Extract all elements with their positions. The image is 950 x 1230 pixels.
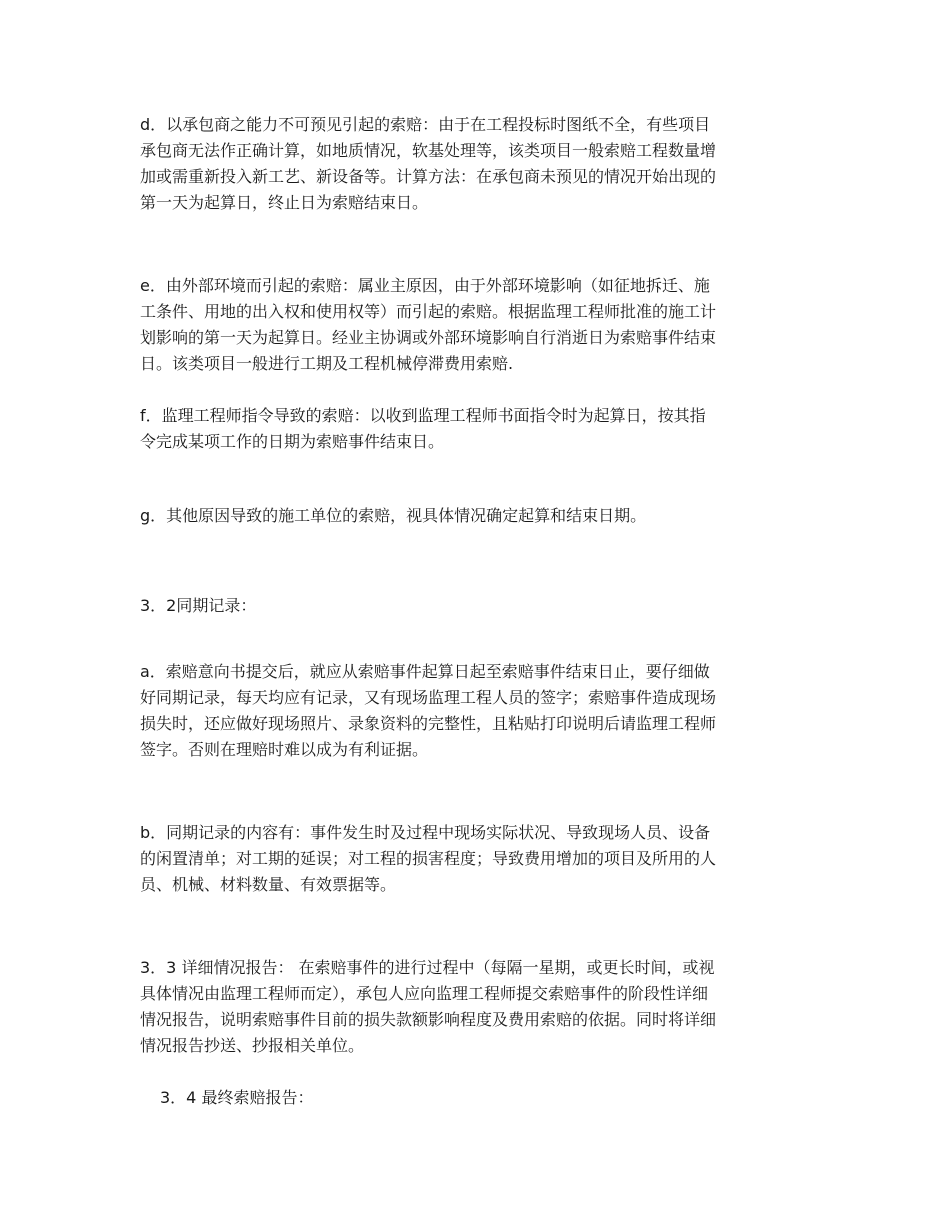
text-line: 划影响的第一天为起算日。经业主协调或外部环境影响自行消逝日为索赔事件结束: [140, 328, 717, 347]
text-line: 工条件、用地的出入权和使用权等）而引起的索赔。根据监理工程师批准的施工计: [140, 302, 717, 321]
text-line: 令完成某项工作的日期为索赔事件结束日。: [140, 432, 445, 451]
text-line: 3．3 详细情况报告： 在索赔事件的进行过程中（每隔一星期，或更长时间，或视: [140, 958, 715, 977]
text-line: b．同期记录的内容有：事件发生时及过程中现场实际状况、导致现场人员、设备: [140, 823, 711, 842]
text-line: 承包商无法作正确计算，如地质情况，软基处理等，该类项目一般索赔工程数量增: [140, 141, 717, 160]
text-line: 员、机械、材料数量、有效票据等。: [140, 875, 397, 894]
text-line: d．以承包商之能力不可预见引起的索赔：由于在工程投标时图纸不全，有些项目: [140, 115, 711, 134]
paragraph-f: [140, 403, 820, 455]
text-line: 好同期记录，每天均应有记录，又有现场监理工程人员的签字；索赔事件造成现场: [140, 688, 717, 707]
section-heading-3-2: [140, 593, 820, 619]
text-line: a．索赔意向书提交后，就应从索赔事件起算日起至索赔事件结束日止，要仔细做: [140, 662, 710, 681]
text-line: 第一天为起算日，终止日为索赔结束日。: [140, 193, 429, 212]
text-line: g．其他原因导致的施工单位的索赔，视具体情况确定起算和结束日期。: [140, 506, 647, 525]
text-line: 的闲置清单；对工期的延误；对工程的损害程度；导致费用增加的项目及所用的人: [140, 849, 717, 868]
text-line: 情况报告，说明索赔事件目前的损失款额影响程度及费用索赔的依据。同时将详细: [140, 1010, 717, 1029]
text-line: 损失时，还应做好现场照片、录象资料的完整性，且粘贴打印说明后请监理工程师: [140, 714, 717, 733]
text-line: 情况报告抄送、抄报相关单位。: [140, 1036, 365, 1055]
paragraph-e: [140, 273, 820, 377]
text-line: 3．2同期记录：: [140, 596, 257, 615]
text-line: 日。该类项目一般进行工期及工程机械停滞费用索赔.: [140, 354, 514, 373]
paragraph-a: [140, 659, 820, 763]
section-3-3-detailed-report: [140, 955, 820, 1059]
paragraph-g: [140, 503, 820, 529]
text-line: 加或需重新投入新工艺、新设备等。计算方法：在承包商未预见的情况开始出现的: [140, 167, 717, 186]
paragraph-d: [140, 112, 820, 216]
text-line: e．由外部环境而引起的索赔：属业主原因，由于外部环境影响（如征地拆迁、施: [140, 276, 710, 295]
paragraph-b: [140, 820, 820, 898]
text-line: 3．4 最终索赔报告：: [160, 1088, 314, 1107]
text-line: 具体情况由监理工程师而定），承包人应向监理工程师提交索赔事件的阶段性详细: [140, 984, 709, 1003]
text-line: 签字。否则在理赔时难以成为有利证据。: [140, 740, 429, 759]
section-heading-3-4: [160, 1085, 840, 1111]
text-line: f．监理工程师指令导致的索赔：以收到监理工程师书面指令时为起算日，按其指: [140, 406, 706, 425]
